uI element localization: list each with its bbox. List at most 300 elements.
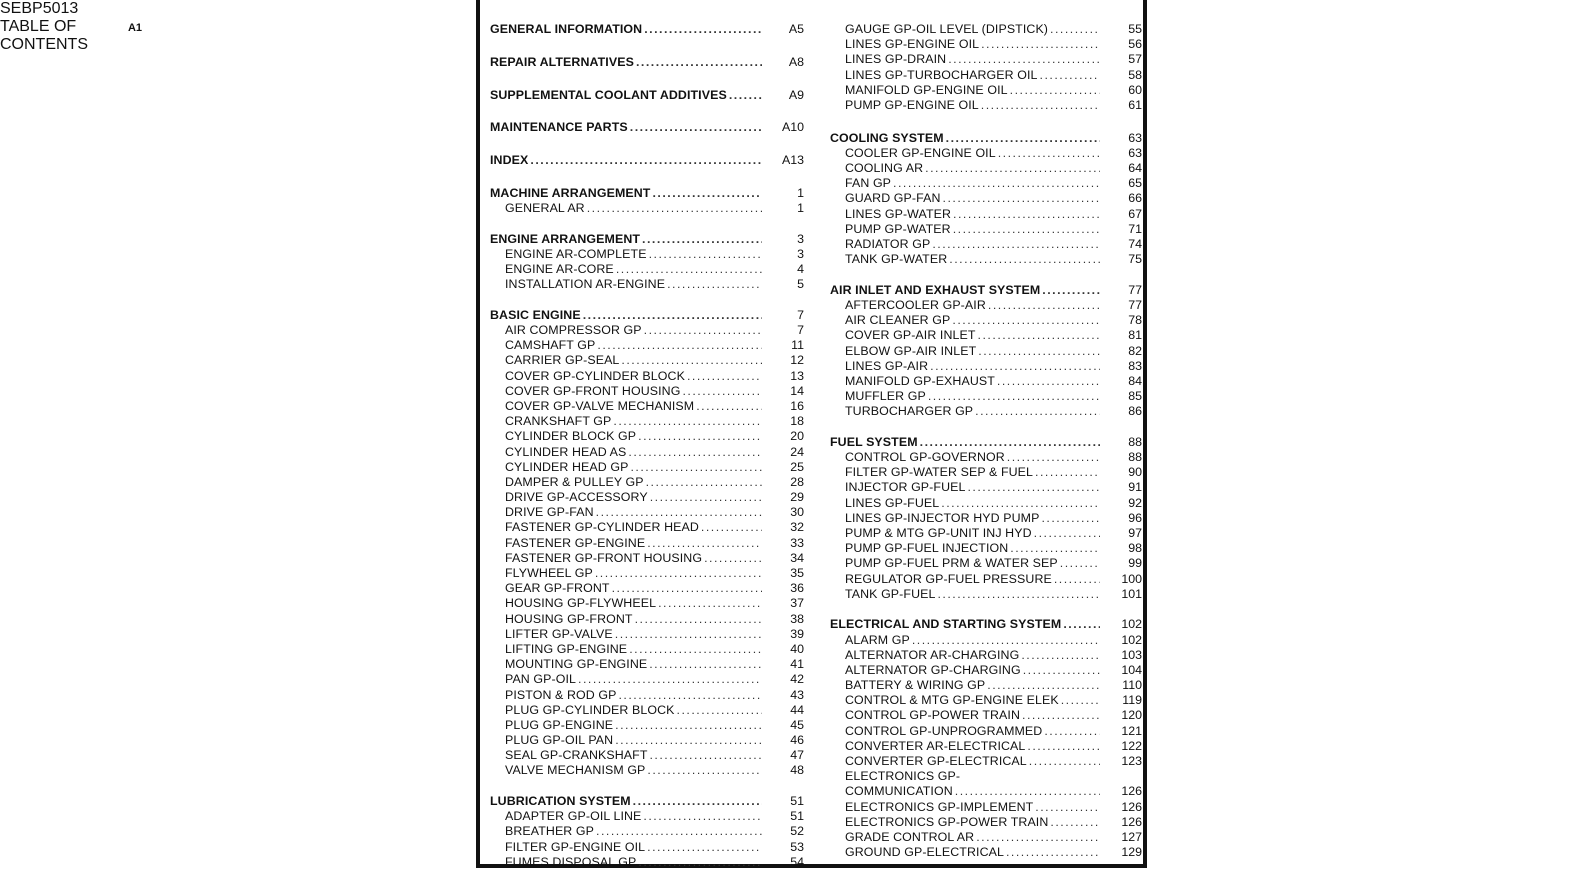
toc-entry-page: 54	[790, 854, 804, 869]
toc-entry[interactable]	[830, 480, 1142, 495]
toc-entry[interactable]	[490, 809, 804, 824]
toc-entry[interactable]	[490, 733, 804, 748]
toc-entry[interactable]	[490, 262, 804, 277]
toc-entry[interactable]	[830, 541, 1142, 556]
toc-entry[interactable]	[830, 146, 1142, 161]
toc-entry-page: 126	[1121, 799, 1142, 814]
toc-entry-page: 102	[1121, 632, 1142, 647]
toc-entry[interactable]	[830, 496, 1142, 511]
toc-entry-title: BASIC ENGINE	[490, 307, 581, 322]
toc-entry[interactable]	[830, 800, 1142, 815]
toc-entry-page: 1	[797, 185, 804, 200]
toc-entry[interactable]	[490, 460, 804, 475]
toc-entry-page: 39	[790, 626, 804, 641]
toc-entry[interactable]	[830, 52, 1142, 67]
toc-entry-title: GUARD GP-FAN	[845, 191, 941, 206]
toc-entry-title: VALVE MECHANISM GP	[505, 763, 646, 778]
toc-entry[interactable]	[830, 176, 1142, 191]
dot-leader	[587, 201, 762, 216]
toc-entry[interactable]	[490, 353, 804, 368]
toc-entry-title: MUFFLER GP	[845, 389, 926, 404]
toc-entry-page: 81	[1128, 328, 1142, 343]
toc-entry[interactable]	[830, 83, 1142, 98]
toc-section-heading[interactable]	[490, 308, 804, 323]
dot-leader	[975, 404, 1100, 419]
toc-entry[interactable]	[490, 566, 804, 581]
toc-section-heading[interactable]	[490, 88, 804, 103]
toc-entry[interactable]	[490, 369, 804, 384]
dot-leader	[642, 232, 762, 247]
toc-entry[interactable]	[830, 68, 1142, 83]
toc-entry-title: CAMSHAFT GP	[505, 338, 596, 353]
toc-entry[interactable]	[830, 207, 1142, 222]
toc-entry[interactable]	[830, 815, 1142, 830]
toc-entry[interactable]	[490, 718, 804, 733]
toc-entry-title: PAN GP-OIL	[505, 672, 576, 687]
dot-leader	[893, 176, 1100, 191]
toc-entry-page: 16	[790, 398, 804, 413]
dot-leader	[955, 784, 1100, 799]
toc-entry-title: PISTON & ROD GP	[505, 687, 617, 702]
toc-entry-title: INJECTOR GP-FUEL	[845, 480, 966, 495]
toc-entry-title: HOUSING GP-FRONT	[505, 611, 633, 626]
dot-leader	[1035, 800, 1100, 815]
section-spacer	[490, 779, 804, 794]
toc-entry[interactable]	[830, 830, 1142, 845]
toc-section-heading[interactable]	[490, 22, 804, 37]
dot-leader	[687, 369, 762, 384]
toc-entry[interactable]	[830, 22, 1142, 37]
toc-entry-page: 40	[790, 641, 804, 656]
toc-entry-title: MACHINE ARRANGEMENT	[490, 185, 651, 200]
toc-entry-page: 66	[1128, 191, 1142, 206]
toc-entry[interactable]	[830, 222, 1142, 237]
toc-entry[interactable]	[490, 672, 804, 687]
toc-entry-page: 101	[1121, 586, 1142, 601]
toc-entry-title: TURBOCHARGER GP	[845, 404, 974, 419]
dot-leader	[949, 252, 1100, 267]
toc-entry-page: 35	[790, 566, 804, 580]
toc-entry-title: PUMP GP-ENGINE OIL	[845, 97, 979, 112]
dot-leader	[912, 633, 1100, 648]
toc-entry[interactable]	[490, 384, 804, 399]
section-spacer	[490, 168, 804, 186]
toc-entry-page: 3	[797, 231, 804, 246]
dot-leader	[1035, 465, 1100, 480]
toc-entry[interactable]	[830, 845, 1142, 860]
toc-entry[interactable]	[490, 475, 804, 490]
toc-entry-page: 61	[1128, 97, 1142, 112]
toc-entry-title: AIR CLEANER GP	[845, 313, 951, 328]
dot-leader	[615, 627, 762, 642]
toc-entry-title: GENERAL AR	[505, 201, 585, 216]
toc-entry-page: 99	[1128, 556, 1142, 571]
toc-entry-title: ELECTRONICS GP-	[845, 769, 961, 784]
toc-entry-page: 51	[790, 809, 804, 824]
toc-entry-page: 84	[1128, 373, 1142, 388]
dot-leader	[1023, 663, 1100, 678]
toc-entry-title: DRIVE GP-FAN	[505, 505, 594, 520]
dot-leader	[638, 429, 762, 444]
toc-entry-title: ENGINE AR-CORE	[505, 262, 614, 277]
toc-entry-title: CRANKSHAFT GP	[505, 414, 612, 429]
toc-entry-page: 122	[1121, 738, 1142, 753]
toc-entry-page: A13	[781, 153, 804, 168]
toc-entry-title: SEAL GP-CRANKSHAFT	[505, 748, 648, 763]
toc-entry-title: PUMP GP-FUEL INJECTION	[845, 541, 1009, 556]
toc-entry-title: TANK GP-FUEL	[845, 586, 936, 601]
dot-leader	[658, 596, 762, 611]
toc-entry[interactable]	[490, 520, 804, 535]
toc-entry[interactable]	[490, 445, 804, 460]
dot-leader	[928, 389, 1100, 404]
toc-entry-page: 88	[1128, 434, 1142, 449]
toc-entry[interactable]	[830, 708, 1142, 723]
toc-entry-title: FILTER GP-WATER SEP & FUEL	[845, 465, 1034, 480]
toc-entry[interactable]	[490, 429, 804, 444]
section-spacer	[490, 136, 804, 154]
dot-leader	[978, 344, 1100, 359]
toc-entry[interactable]	[830, 556, 1142, 571]
toc-entry-page: 126	[1121, 814, 1142, 829]
toc-entry-title: ELBOW GP-AIR INLET	[845, 343, 977, 358]
dot-leader	[530, 153, 762, 168]
toc-entry[interactable]	[490, 414, 804, 429]
section-spacer	[490, 292, 804, 307]
dot-leader	[682, 384, 762, 399]
toc-entry-title: PUMP GP-WATER	[845, 221, 951, 236]
toc-entry[interactable]	[830, 237, 1142, 252]
toc-entry[interactable]	[490, 536, 804, 551]
toc-entry-page: 43	[790, 687, 804, 702]
section-spacer	[830, 419, 1142, 434]
toc-section-heading[interactable]	[830, 131, 1142, 146]
dot-leader	[650, 490, 762, 505]
toc-entry-title: COVER GP-CYLINDER BLOCK	[505, 368, 685, 383]
toc-entry[interactable]	[830, 252, 1142, 267]
toc-right-column	[830, 22, 1142, 860]
dot-leader	[1021, 648, 1100, 663]
dot-leader	[696, 399, 762, 414]
toc-entry-title: FLYWHEEL GP	[505, 566, 593, 580]
toc-entry-page: 64	[1128, 161, 1142, 176]
dot-leader	[1007, 450, 1100, 465]
toc-entry[interactable]	[490, 612, 804, 627]
footer-section	[0, 18, 142, 54]
toc-entry[interactable]	[490, 581, 804, 596]
dot-leader	[630, 120, 762, 135]
toc-entry-title: COOLING SYSTEM	[830, 130, 944, 145]
toc-section-heading[interactable]	[830, 435, 1142, 450]
toc-entry-title: FASTENER GP-FRONT HOUSING	[505, 550, 703, 565]
toc-entry-page: 104	[1121, 662, 1142, 677]
toc-entry[interactable]	[830, 298, 1142, 313]
dot-leader	[646, 475, 762, 490]
toc-entry[interactable]	[490, 247, 804, 262]
dot-leader	[978, 328, 1100, 343]
dot-leader	[988, 298, 1100, 313]
toc-entry[interactable]	[830, 344, 1142, 359]
toc-entry-page: 123	[1121, 754, 1142, 769]
dot-leader	[937, 587, 1100, 602]
toc-entry-title: MAINTENANCE PARTS	[490, 120, 628, 135]
toc-entry-page: 13	[790, 368, 804, 383]
toc-entry-title: CONTROL GP-UNPROGRAMMED	[845, 723, 1043, 738]
dot-leader	[652, 186, 762, 201]
toc-entry[interactable]	[830, 450, 1142, 465]
toc-entry[interactable]	[490, 642, 804, 657]
toc-entry[interactable]	[490, 338, 804, 353]
toc-entry-title: FUMES DISPOSAL GP	[505, 854, 637, 869]
toc-entry[interactable]	[830, 663, 1142, 678]
toc-entry-page: 12	[790, 353, 804, 368]
toc-entry-title: SUPPLEMENTAL COOLANT ADDITIVES	[490, 87, 727, 102]
toc-entry-page: 63	[1128, 130, 1142, 145]
section-spacer	[490, 37, 804, 55]
dot-leader	[630, 460, 762, 475]
toc-entry[interactable]	[830, 693, 1142, 708]
toc-entry-page: 100	[1121, 571, 1142, 586]
toc-entry-title: REGULATOR GP-FUEL PRESSURE	[845, 571, 1052, 586]
toc-section-heading[interactable]	[830, 283, 1142, 298]
toc-entry-page: 75	[1128, 252, 1142, 267]
toc-entry-page: 42	[790, 672, 804, 687]
toc-entry-page: 82	[1128, 343, 1142, 358]
toc-entry[interactable]	[830, 389, 1142, 404]
toc-entry-title: ELECTRONICS GP-IMPLEMENT	[845, 799, 1034, 814]
toc-entry-page: 97	[1128, 526, 1142, 540]
toc-entry-page: 57	[1128, 52, 1142, 67]
toc-left-column	[490, 22, 804, 870]
toc-entry[interactable]	[490, 551, 804, 566]
dot-leader	[920, 435, 1100, 450]
dot-leader	[948, 52, 1100, 67]
toc-entry-title: INDEX	[490, 153, 529, 168]
toc-entry-page: 96	[1128, 510, 1142, 525]
toc-section-heading[interactable]	[490, 794, 804, 809]
toc-entry[interactable]	[830, 511, 1142, 526]
dot-leader	[967, 480, 1100, 495]
toc-entry[interactable]	[830, 633, 1142, 648]
toc-entry[interactable]	[830, 37, 1142, 52]
toc-entry-page: 60	[1128, 82, 1142, 97]
dot-leader	[644, 323, 762, 338]
toc-entry-page: 103	[1121, 647, 1142, 662]
toc-entry-page: 88	[1128, 450, 1142, 465]
dot-leader	[704, 551, 762, 566]
toc-entry-title: GRADE CONTROL AR	[845, 829, 975, 844]
toc-entry[interactable]	[830, 587, 1142, 602]
toc-entry-title: PUMP & MTG GP-UNIT INJ HYD	[845, 526, 1032, 540]
toc-entry[interactable]	[830, 191, 1142, 206]
toc-entry[interactable]	[830, 754, 1142, 769]
toc-section-heading[interactable]	[490, 186, 804, 201]
toc-entry-title: AIR INLET AND EXHAUST SYSTEM	[830, 282, 1041, 297]
toc-entry-title: REPAIR ALTERNATIVES	[490, 54, 634, 69]
toc-entry[interactable]	[830, 374, 1142, 389]
dot-leader	[621, 353, 762, 368]
toc-entry-title: CONVERTER AR-ELECTRICAL	[845, 738, 1026, 753]
page-frame	[476, 0, 1147, 868]
toc-entry-title: LINES GP-AIR	[845, 358, 929, 373]
toc-entry-title: RADIATOR GP	[845, 237, 931, 252]
dot-leader	[987, 678, 1100, 693]
toc-entry-title: CYLINDER HEAD GP	[505, 459, 629, 474]
toc-entry-page: 46	[790, 733, 804, 748]
dot-leader	[1022, 708, 1100, 723]
dot-leader	[729, 88, 762, 103]
toc-entry-title: GEAR GP-FRONT	[505, 581, 610, 596]
toc-entry[interactable]	[830, 98, 1142, 113]
dot-leader	[1040, 68, 1100, 83]
toc-entry-page: 58	[1128, 67, 1142, 82]
toc-entry[interactable]	[830, 572, 1142, 587]
toc-entry-title: COOLING AR	[845, 161, 924, 176]
toc-entry-title: ENGINE ARRANGEMENT	[490, 231, 641, 246]
dot-leader	[925, 161, 1100, 176]
toc-entry[interactable]	[490, 748, 804, 763]
toc-entry-title: BATTERY & WIRING GP	[845, 678, 986, 693]
toc-entry-page: 91	[1128, 480, 1142, 495]
dot-leader	[998, 146, 1100, 161]
toc-entry-page: 67	[1128, 206, 1142, 221]
toc-section-heading[interactable]	[830, 617, 1142, 632]
toc-entry-page: 25	[790, 459, 804, 474]
toc-entry-page: 44	[790, 702, 804, 717]
toc-entry-page: 78	[1128, 313, 1142, 328]
toc-entry[interactable]	[830, 784, 1142, 799]
toc-entry[interactable]	[490, 596, 804, 611]
toc-entry[interactable]	[490, 490, 804, 505]
toc-entry[interactable]	[830, 161, 1142, 176]
dot-leader	[1050, 22, 1100, 37]
section-spacer	[490, 103, 804, 121]
toc-entry-page: 92	[1128, 495, 1142, 510]
toc-entry-title: LINES GP-INJECTOR HYD PUMP	[845, 510, 1040, 525]
toc-entry[interactable]	[830, 465, 1142, 480]
dot-leader	[629, 642, 762, 657]
toc-entry[interactable]	[830, 313, 1142, 328]
toc-entry[interactable]	[490, 855, 804, 870]
toc-entry-title: AIR COMPRESSOR GP	[505, 323, 642, 337]
toc-entry[interactable]	[830, 769, 1142, 784]
toc-entry-title: FUEL SYSTEM	[830, 434, 918, 449]
dot-leader	[701, 520, 762, 535]
dot-leader	[635, 612, 762, 627]
toc-entry-title: LINES GP-ENGINE OIL	[845, 37, 980, 52]
toc-entry-title: CONTROL & MTG GP-ENGINE ELEK	[845, 693, 1059, 708]
toc-entry-page: 85	[1128, 389, 1142, 404]
dot-leader	[649, 657, 762, 672]
toc-entry-page: 74	[1128, 237, 1142, 252]
toc-entry-page: 11	[791, 338, 804, 353]
toc-entry-title: CYLINDER BLOCK GP	[505, 429, 637, 444]
dot-leader	[618, 688, 762, 703]
toc-entry-page: 127	[1121, 829, 1142, 844]
toc-entry[interactable]	[490, 824, 804, 839]
toc-entry-page: 119	[1122, 693, 1142, 708]
toc-entry-page: A10	[781, 120, 804, 135]
toc-entry-title: GAUGE GP-OIL LEVEL (DIPSTICK)	[845, 22, 1049, 36]
dot-leader	[583, 308, 762, 323]
toc-entry-title: FASTENER GP-ENGINE	[505, 535, 646, 550]
toc-entry-page: 37	[790, 596, 804, 611]
toc-entry-page: 110	[1122, 678, 1142, 693]
toc-entry[interactable]	[490, 277, 804, 292]
toc-entry-page: 3	[797, 246, 804, 261]
dot-leader	[941, 496, 1100, 511]
toc-entry-title: FAN GP	[845, 176, 892, 191]
toc-entry-title: COOLER GP-ENGINE OIL	[845, 145, 996, 160]
toc-entry-title: BREATHER GP	[505, 824, 594, 839]
toc-entry-page: A5	[788, 22, 804, 36]
toc-entry-title: LUBRICATION SYSTEM	[490, 794, 631, 809]
toc-entry[interactable]	[830, 648, 1142, 663]
toc-entry[interactable]	[490, 657, 804, 672]
toc-entry[interactable]	[490, 201, 804, 216]
toc-entry[interactable]	[830, 739, 1142, 754]
toc-entry-page: 98	[1128, 541, 1142, 556]
toc-entry[interactable]	[830, 328, 1142, 343]
toc-entry[interactable]	[490, 688, 804, 703]
toc-entry-page: 34	[790, 550, 804, 565]
toc-entry-title: CARRIER GP-SEAL	[505, 353, 620, 368]
toc-entry[interactable]	[490, 505, 804, 520]
toc-entry-page: 63	[1128, 145, 1142, 160]
toc-entry[interactable]	[490, 763, 804, 778]
toc-entry[interactable]	[490, 703, 804, 718]
toc-entry[interactable]	[490, 627, 804, 642]
toc-entry-page: 65	[1128, 176, 1142, 191]
toc-entry-page: 32	[790, 520, 804, 535]
toc-section-heading[interactable]	[490, 153, 804, 168]
dot-leader	[628, 445, 762, 460]
toc-entry[interactable]	[830, 724, 1142, 739]
toc-entry-page: 41	[790, 657, 804, 672]
toc-entry[interactable]	[490, 323, 804, 338]
dot-leader	[597, 338, 762, 353]
dot-leader	[1050, 815, 1100, 830]
toc-entry[interactable]	[830, 404, 1142, 419]
toc-entry-title: LINES GP-DRAIN	[845, 52, 947, 67]
toc-entry-page: 28	[790, 474, 804, 489]
toc-section-heading[interactable]	[490, 232, 804, 247]
toc-entry-title: CONVERTER GP-ELECTRICAL	[845, 754, 1027, 769]
toc-entry-page: 30	[790, 505, 804, 520]
toc-entry-title: LINES GP-WATER	[845, 206, 952, 221]
dot-leader	[616, 262, 762, 277]
dot-leader	[976, 830, 1100, 845]
toc-entry-title: COMMUNICATION	[845, 784, 953, 799]
toc-entry-page: 121	[1121, 723, 1142, 738]
dot-leader	[997, 374, 1100, 389]
toc-entry[interactable]	[490, 840, 804, 855]
dot-leader	[1054, 572, 1100, 587]
toc-section-heading[interactable]	[490, 120, 804, 135]
toc-entry-page: 77	[1128, 282, 1142, 297]
dot-leader	[596, 824, 762, 839]
dot-leader	[649, 748, 762, 763]
dot-leader	[638, 855, 762, 870]
toc-entry[interactable]	[830, 678, 1142, 693]
dot-leader	[1010, 541, 1100, 556]
toc-entry-title: PUMP GP-FUEL PRM & WATER SEP	[845, 556, 1058, 571]
toc-entry[interactable]	[490, 399, 804, 414]
toc-section-heading[interactable]	[490, 55, 804, 70]
toc-entry[interactable]	[830, 359, 1142, 374]
toc-entry[interactable]	[830, 526, 1142, 541]
toc-entry-title: PLUG GP-CYLINDER BLOCK	[505, 702, 675, 717]
